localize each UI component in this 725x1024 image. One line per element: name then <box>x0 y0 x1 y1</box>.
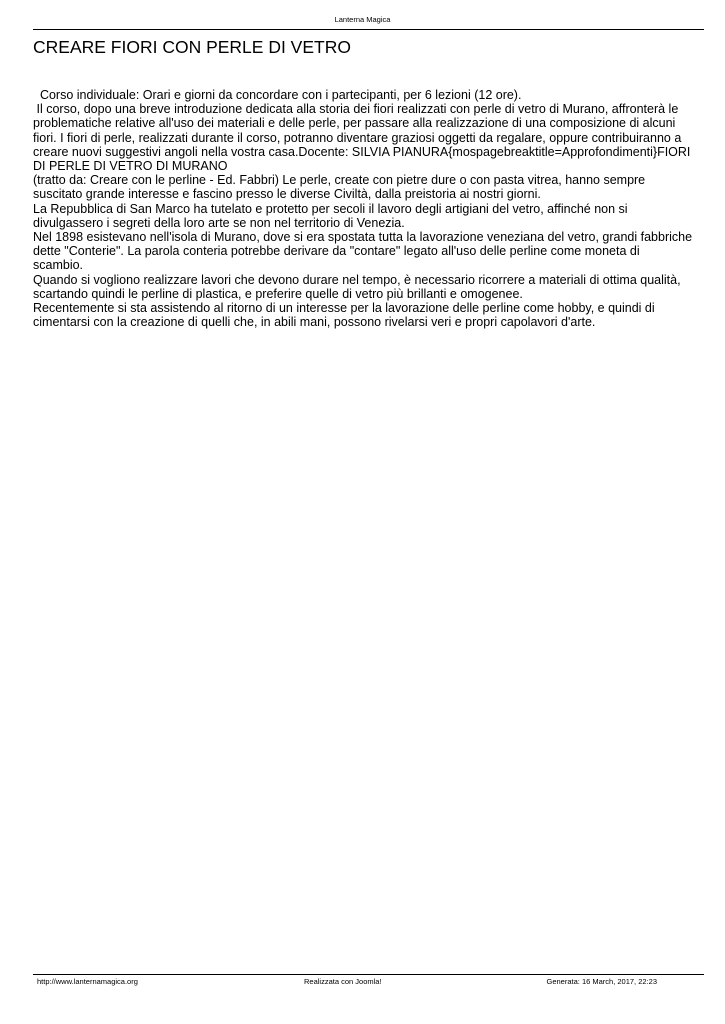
article-paragraph: Recentemente si sta assistendo al ritorno di un interesse per la lavorazione delle perline come hobby, e quindi di cimentarsi con la creazione di quelli che, in abili mani, possono rivelarsi veri e propri capolavori d'arte. <box>33 301 655 330</box>
article-paragraph: (tratto da: Creare con le perline - Ed. Fabbri) Le perle, create con pietre dure o con pasta vitrea, hanno sempre suscitato grande interesse e fascino presso le diverse Civiltà, dalla preistoria ai nostri giorni. <box>33 173 646 202</box>
header-divider <box>33 29 704 30</box>
footer-powered-by: Realizzata con Joomla! <box>304 977 382 986</box>
article-paragraph: Nel 1898 esistevano nell'isola di Murano, dove si era spostata tutta la lavorazione veneziana del vetro, grandi fabbriche dette "Conterie". La parola conteria potrebbe derivare da "contare" legato all'uso delle perline come moneta di scambio. <box>33 230 693 273</box>
site-header: Lanterna Magica <box>334 15 391 24</box>
footer-generated-date: Generata: 16 March, 2017, 22:23 <box>546 977 657 986</box>
page-title: CREARE FIORI CON PERLE DI VETRO <box>33 37 351 57</box>
footer-site-url: http://www.lanternamagica.org <box>37 977 138 986</box>
footer-divider <box>33 974 704 975</box>
article-paragraph: Il corso, dopo una breve introduzione dedicata alla storia dei fiori realizzati con perle di vetro di Murano, affronterà le problematiche relative all'uso dei materiali e delle perle, per passare alla realizzazione di una composizione di alcuni fiori. I fiori di perle, realizzati durante il corso, potranno diventare graziosi oggetti da regalare, oppure contribuiranno a creare nuovi suggestivi angoli nella vostra casa.Docente: SILVIA PIANURA{mospagebreaktitle=Approfondimenti}FIORI DI PERLE DI VETRO DI MURANO <box>33 102 694 174</box>
article-paragraph: La Repubblica di San Marco ha tutelato e protetto per secoli il lavoro degli artigiani del vetro, affinché non si divulgassero i segreti della loro arte se non nel territorio di Venezia. <box>33 201 628 230</box>
article-paragraph: Quando si vogliono realizzare lavori che devono durare nel tempo, è necessario ricorrere a materiali di ottima qualità, scartando quindi le perline di plastica, e preferire quelle di vetro più brillanti e omogenee. <box>33 272 681 301</box>
article-body <box>33 88 693 329</box>
article-paragraph: Corso individuale: Orari e giorni da concordare con i partecipanti, per 6 lezioni (12 ore). <box>33 88 522 102</box>
